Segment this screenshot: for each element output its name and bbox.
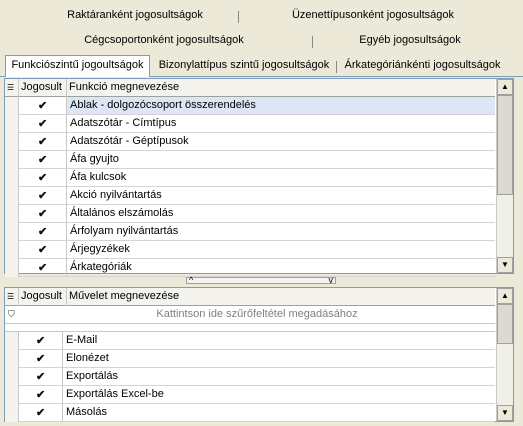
tab-row-2 bbox=[0, 31, 523, 52]
jogosult-checkbox[interactable]: ✔ bbox=[36, 353, 46, 365]
row-selector-header[interactable]: ☰ bbox=[5, 288, 19, 306]
jogosult-cell bbox=[19, 169, 67, 187]
row-indicator[interactable] bbox=[5, 223, 19, 241]
jogosult-checkbox[interactable]: ✔ bbox=[38, 136, 48, 148]
jogosult-checkbox[interactable]: ✔ bbox=[38, 172, 48, 184]
row-indicator[interactable] bbox=[5, 386, 19, 404]
splitter-up-icon[interactable]: ^ bbox=[189, 275, 194, 285]
row-name: Ablak - dolgozócsoport összerendelés bbox=[67, 97, 495, 114]
function-grid bbox=[4, 78, 514, 274]
table-row[interactable] bbox=[5, 115, 495, 133]
table-row[interactable] bbox=[5, 151, 495, 169]
jogosult-cell bbox=[19, 350, 63, 368]
jogosult-cell bbox=[19, 205, 67, 223]
filter-row[interactable] bbox=[5, 306, 495, 324]
table-row[interactable] bbox=[5, 97, 495, 115]
row-name: Adatszótár - Géptípusok bbox=[70, 135, 189, 147]
operation-grid-header bbox=[5, 288, 495, 306]
row-indicator[interactable] bbox=[5, 187, 19, 205]
scroll-down-icon[interactable]: ▼ bbox=[497, 405, 513, 421]
jogosult-checkbox[interactable]: ✔ bbox=[38, 154, 48, 166]
tab-cegcsoportonkenti[interactable]: Cégcsoportonként jogosultságok bbox=[84, 34, 244, 46]
header-muvelet-megnevezese[interactable]: Művelet megnevezése bbox=[69, 290, 180, 302]
filter-icon: ⛉ bbox=[8, 309, 15, 319]
jogosult-checkbox[interactable]: ✔ bbox=[36, 389, 46, 401]
row-indicator[interactable] bbox=[5, 205, 19, 223]
row-name: Általános elszámolás bbox=[70, 207, 174, 219]
table-row[interactable] bbox=[5, 350, 495, 368]
header-jogosult[interactable]: Jogosult bbox=[19, 288, 67, 306]
tab-separator bbox=[312, 36, 313, 48]
row-indicator[interactable] bbox=[5, 350, 19, 368]
operation-grid-scrollbar[interactable] bbox=[496, 288, 513, 421]
table-row[interactable] bbox=[5, 187, 495, 205]
header-funkcio-megnevezese[interactable]: Funkció megnevezése bbox=[69, 81, 180, 93]
splitter-down-icon[interactable]: v bbox=[328, 275, 333, 285]
row-name: Másolás bbox=[66, 406, 107, 418]
jogosult-checkbox[interactable]: ✔ bbox=[36, 335, 46, 347]
table-row[interactable] bbox=[5, 169, 495, 187]
jogosult-checkbox[interactable]: ✔ bbox=[38, 118, 48, 130]
jogosult-cell bbox=[19, 404, 63, 422]
tab-uzenettipusonkenti[interactable]: Üzenettípusonként jogosultságok bbox=[291, 9, 455, 21]
filter-separator bbox=[5, 324, 495, 332]
table-row[interactable] bbox=[5, 404, 495, 422]
jogosult-cell bbox=[19, 133, 67, 151]
tab-egyeb[interactable]: Egyéb jogosultságok bbox=[359, 34, 461, 46]
operation-grid bbox=[4, 287, 514, 422]
jogosult-cell bbox=[19, 259, 67, 277]
tab-raktaronkenti[interactable]: Raktáranként jogosultságok bbox=[67, 9, 203, 21]
table-row[interactable] bbox=[5, 133, 495, 151]
table-row[interactable] bbox=[5, 259, 495, 277]
scroll-thumb[interactable] bbox=[497, 304, 513, 344]
jogosult-checkbox[interactable]: ✔ bbox=[38, 244, 48, 256]
row-name: Áfa kulcsok bbox=[70, 171, 127, 183]
jogosult-cell bbox=[19, 332, 63, 350]
jogosult-cell bbox=[19, 115, 67, 133]
tab-arkategoriankenti[interactable]: Árkategóriánkénti jogosultságok bbox=[344, 59, 501, 71]
tab-bizonylattipus[interactable]: Bizonylattípus szintű jogosultságok bbox=[158, 59, 330, 71]
row-name: Exportálás Excel-be bbox=[66, 388, 164, 400]
scroll-up-icon[interactable]: ▲ bbox=[497, 288, 513, 304]
row-indicator[interactable] bbox=[5, 241, 19, 259]
tab-separator bbox=[238, 11, 239, 23]
tab-separator bbox=[336, 61, 337, 73]
jogosult-checkbox[interactable]: ✔ bbox=[38, 208, 48, 220]
table-row[interactable] bbox=[5, 223, 495, 241]
jogosult-checkbox[interactable]: ✔ bbox=[36, 371, 46, 383]
tab-row-3 bbox=[0, 56, 523, 77]
header-jogosult[interactable]: Jogosult bbox=[19, 79, 67, 97]
table-row[interactable] bbox=[5, 332, 495, 350]
row-name: Árjegyzékek bbox=[70, 243, 130, 255]
jogosult-checkbox[interactable]: ✔ bbox=[38, 100, 48, 112]
table-row[interactable] bbox=[5, 241, 495, 259]
function-grid-scrollbar[interactable] bbox=[496, 79, 513, 273]
row-name: E-Mail bbox=[66, 334, 98, 346]
row-name: Adatszótár - Címtípus bbox=[70, 117, 177, 129]
scroll-up-icon[interactable]: ▲ bbox=[497, 79, 513, 95]
jogosult-cell bbox=[19, 223, 67, 241]
scroll-down-icon[interactable]: ▼ bbox=[497, 257, 513, 273]
row-indicator[interactable] bbox=[5, 332, 19, 350]
row-indicator[interactable] bbox=[5, 133, 19, 151]
row-indicator[interactable] bbox=[5, 259, 19, 277]
row-selector-header[interactable]: ☰ bbox=[5, 79, 19, 97]
row-name: Árkategóriák bbox=[70, 261, 132, 273]
table-row[interactable] bbox=[5, 368, 495, 386]
row-name: Árfolyam nyilvántartás bbox=[70, 225, 179, 237]
jogosult-checkbox[interactable]: ✔ bbox=[38, 262, 48, 274]
row-indicator[interactable] bbox=[5, 97, 19, 115]
row-indicator[interactable] bbox=[5, 368, 19, 386]
scroll-thumb[interactable] bbox=[497, 95, 513, 195]
jogosult-cell bbox=[19, 187, 67, 205]
table-row[interactable] bbox=[5, 386, 495, 404]
function-grid-header bbox=[5, 79, 495, 97]
jogosult-checkbox[interactable]: ✔ bbox=[38, 190, 48, 202]
tab-funkcioszintu[interactable]: Funkciószintű jogoultságok bbox=[5, 55, 150, 77]
jogosult-checkbox[interactable]: ✔ bbox=[38, 226, 48, 238]
row-indicator[interactable] bbox=[5, 404, 19, 422]
grid-splitter[interactable] bbox=[4, 277, 514, 285]
filter-placeholder[interactable]: Kattintson ide szűrőfeltétel megadásához bbox=[156, 308, 358, 320]
tab-row-1 bbox=[0, 6, 523, 27]
jogosult-checkbox[interactable]: ✔ bbox=[36, 407, 46, 419]
row-indicator[interactable] bbox=[5, 115, 19, 133]
row-name: Exportálás bbox=[66, 370, 118, 382]
row-name: Áfa gyujto bbox=[70, 153, 119, 165]
row-name: Elonézet bbox=[66, 352, 109, 364]
jogosult-cell bbox=[19, 151, 67, 169]
jogosult-cell bbox=[19, 97, 67, 115]
table-row[interactable] bbox=[5, 205, 495, 223]
jogosult-cell bbox=[19, 241, 67, 259]
row-name: Akció nyilvántartás bbox=[70, 189, 162, 201]
jogosult-cell bbox=[19, 386, 63, 404]
jogosult-cell bbox=[19, 368, 63, 386]
row-indicator[interactable] bbox=[5, 169, 19, 187]
splitter-handle[interactable] bbox=[186, 277, 336, 284]
row-indicator[interactable] bbox=[5, 151, 19, 169]
